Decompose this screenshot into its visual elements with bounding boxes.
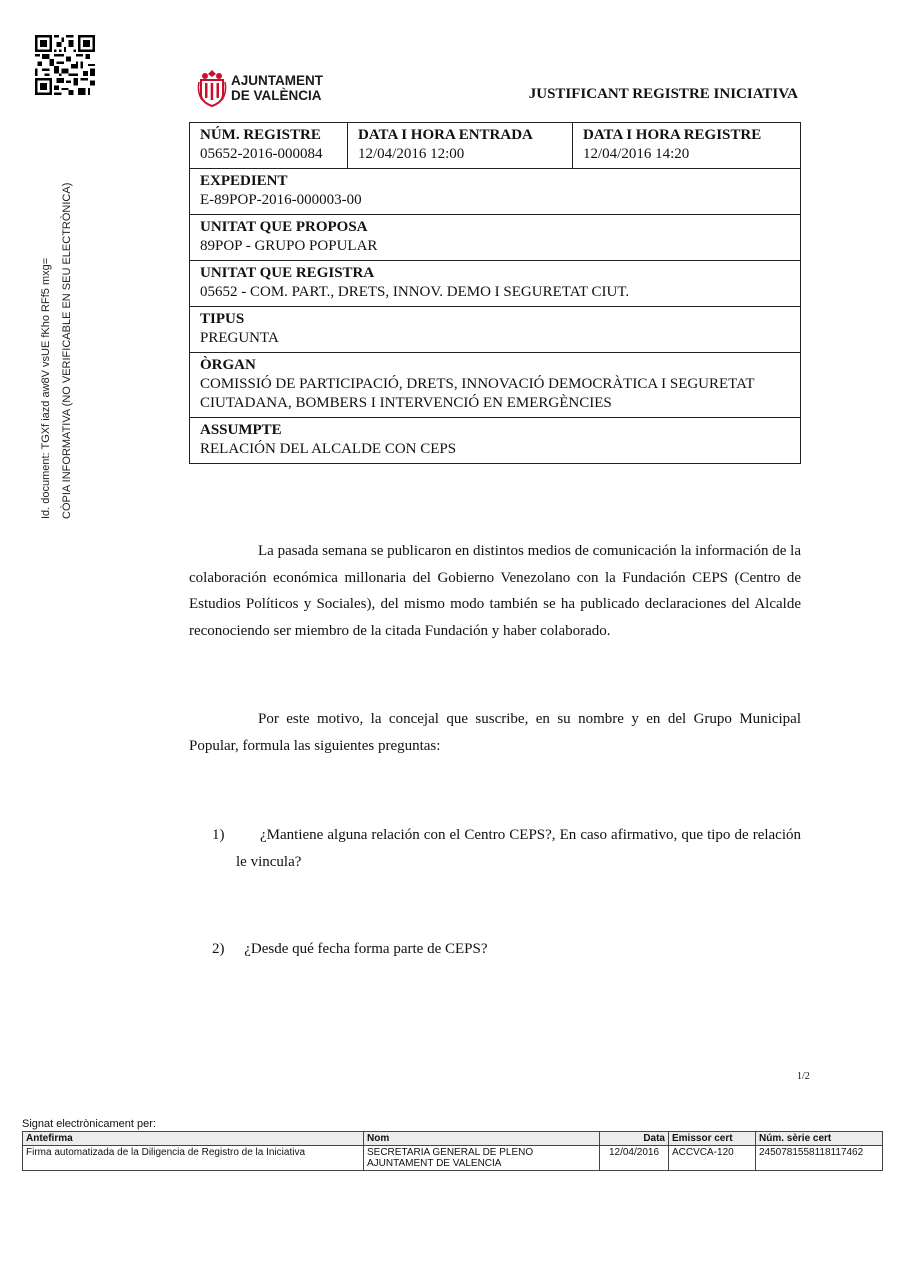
data-registre-label: DATA I HORA REGISTRE [583,127,762,143]
unitat-proposa-label: UNITAT QUE PROPOSA [200,219,368,235]
signature-row [23,1146,883,1171]
sig-nom-line-2: AJUNTAMENT DE VALENCIA [367,1158,502,1169]
num-registre-cell [190,123,348,169]
sig-nom-line-1: SECRETARIA GENERAL DE PLENO [367,1147,534,1158]
sig-header-data: Data [600,1132,669,1146]
data-entrada-cell [348,123,573,169]
organ-cell [190,353,801,418]
signature-header-row [23,1132,883,1146]
logo-line-1: AJUNTAMENT [231,73,323,88]
city-crest-icon [196,68,228,108]
unitat-registra-label: UNITAT QUE REGISTRA [200,265,375,281]
unitat-registra-cell [190,261,801,307]
sig-antefirma: Firma automatizada de la Diligencia de Registro de la Iniciativa [23,1146,364,1171]
document-title: JUSTIFICANT REGISTRE INICIATIVA [528,86,798,102]
unitat-registra-value: 05652 - COM. PART., DRETS, INNOV. DEMO I SEGURETAT CIUT. [200,284,630,300]
expedient-label: EXPEDIENT [200,173,288,189]
num-registre-label: NÚM. REGISTRE [200,127,321,143]
sig-nom [364,1146,600,1171]
data-entrada-label: DATA I HORA ENTRADA [358,127,533,143]
expedient-value: E-89POP-2016-000003-00 [200,192,362,208]
assumpte-value: RELACIÓN DEL ALCALDE CON CEPS [200,441,457,457]
sig-emissor: ACCVCA-120 [669,1146,756,1171]
assumpte-cell [190,418,801,464]
signature-table [22,1131,883,1171]
body-paragraph-2: Por este motivo, la concejal que suscribe, en su nombre y en del Grupo Municipal Popular, formula las siguientes preguntas: [189,711,801,754]
sig-header-emissor: Emissor cert [669,1132,756,1146]
unitat-proposa-value: 89POP - GRUPO POPULAR [200,238,378,254]
assumpte-label: ASSUMPTE [200,422,282,438]
expedient-cell [190,169,801,215]
data-registre-cell [573,123,801,169]
data-registre-value: 12/04/2016 14:20 [583,146,690,162]
sig-header-nom: Nom [364,1132,600,1146]
sig-data: 12/04/2016 [600,1146,669,1171]
qr-code-icon [35,35,95,95]
sig-serie: 2450781558118117462 [756,1146,883,1171]
tipus-cell [190,307,801,353]
question-2-text: ¿Desde qué fecha forma parte de CEPS? [244,941,488,957]
question-2-number: 2) [212,941,225,957]
question-2 [212,937,487,961]
organ-value: COMISSIÓ DE PARTICIPACIÓ, DRETS, INNOVACIÓ DEMOCRÀTICA I SEGURETAT CIUTADANA, BOMBERS I INTERVENCIÓ EN EMERGÈNCIES [200,376,755,411]
ajuntament-logo [196,68,323,108]
data-entrada-value: 12/04/2016 12:00 [358,146,465,162]
body-paragraph-1: La pasada semana se publicaron en distintos medios de comunicación la información de la colaboración económica millonaria del Gobierno Venezolano con la Fundación CEPS (Centro de Estudios Políticos y Sociales), del mismo modo también se ha publicado declaraciones del Alcalde reconociendo ser miembro de la citada Fundación y haber colaborado. [189,543,801,639]
registry-table [189,122,801,464]
tipus-label: TIPUS [200,311,245,327]
question-1-number: 1) [212,827,225,843]
question-1 [212,822,801,876]
document-id-vertical: Id. document: TGXf iazd aw8V vsUE fKho RFf5 mxg= [40,257,52,519]
logo-line-2: DE VALÈNCIA [231,88,322,103]
sig-header-serie: Núm. sèrie cert [756,1132,883,1146]
num-registre-value: 05652-2016-000084 [200,146,323,162]
copy-notice-vertical: CÒPIA INFORMATIVA (NO VERIFICABLE EN SEU ELECTRÒNICA) [61,182,73,519]
unitat-proposa-cell [190,215,801,261]
tipus-value: PREGUNTA [200,330,279,346]
signature-caption: Signat electrònicament per: [22,1118,156,1130]
sig-header-antefirma: Antefirma [23,1132,364,1146]
page-number: 1/2 [797,1071,810,1082]
organ-label: ÒRGAN [200,357,256,373]
question-1-text: ¿Mantiene alguna relación con el Centro CEPS?, En caso afirmativo, que tipo de relación le vincula? [236,827,801,870]
